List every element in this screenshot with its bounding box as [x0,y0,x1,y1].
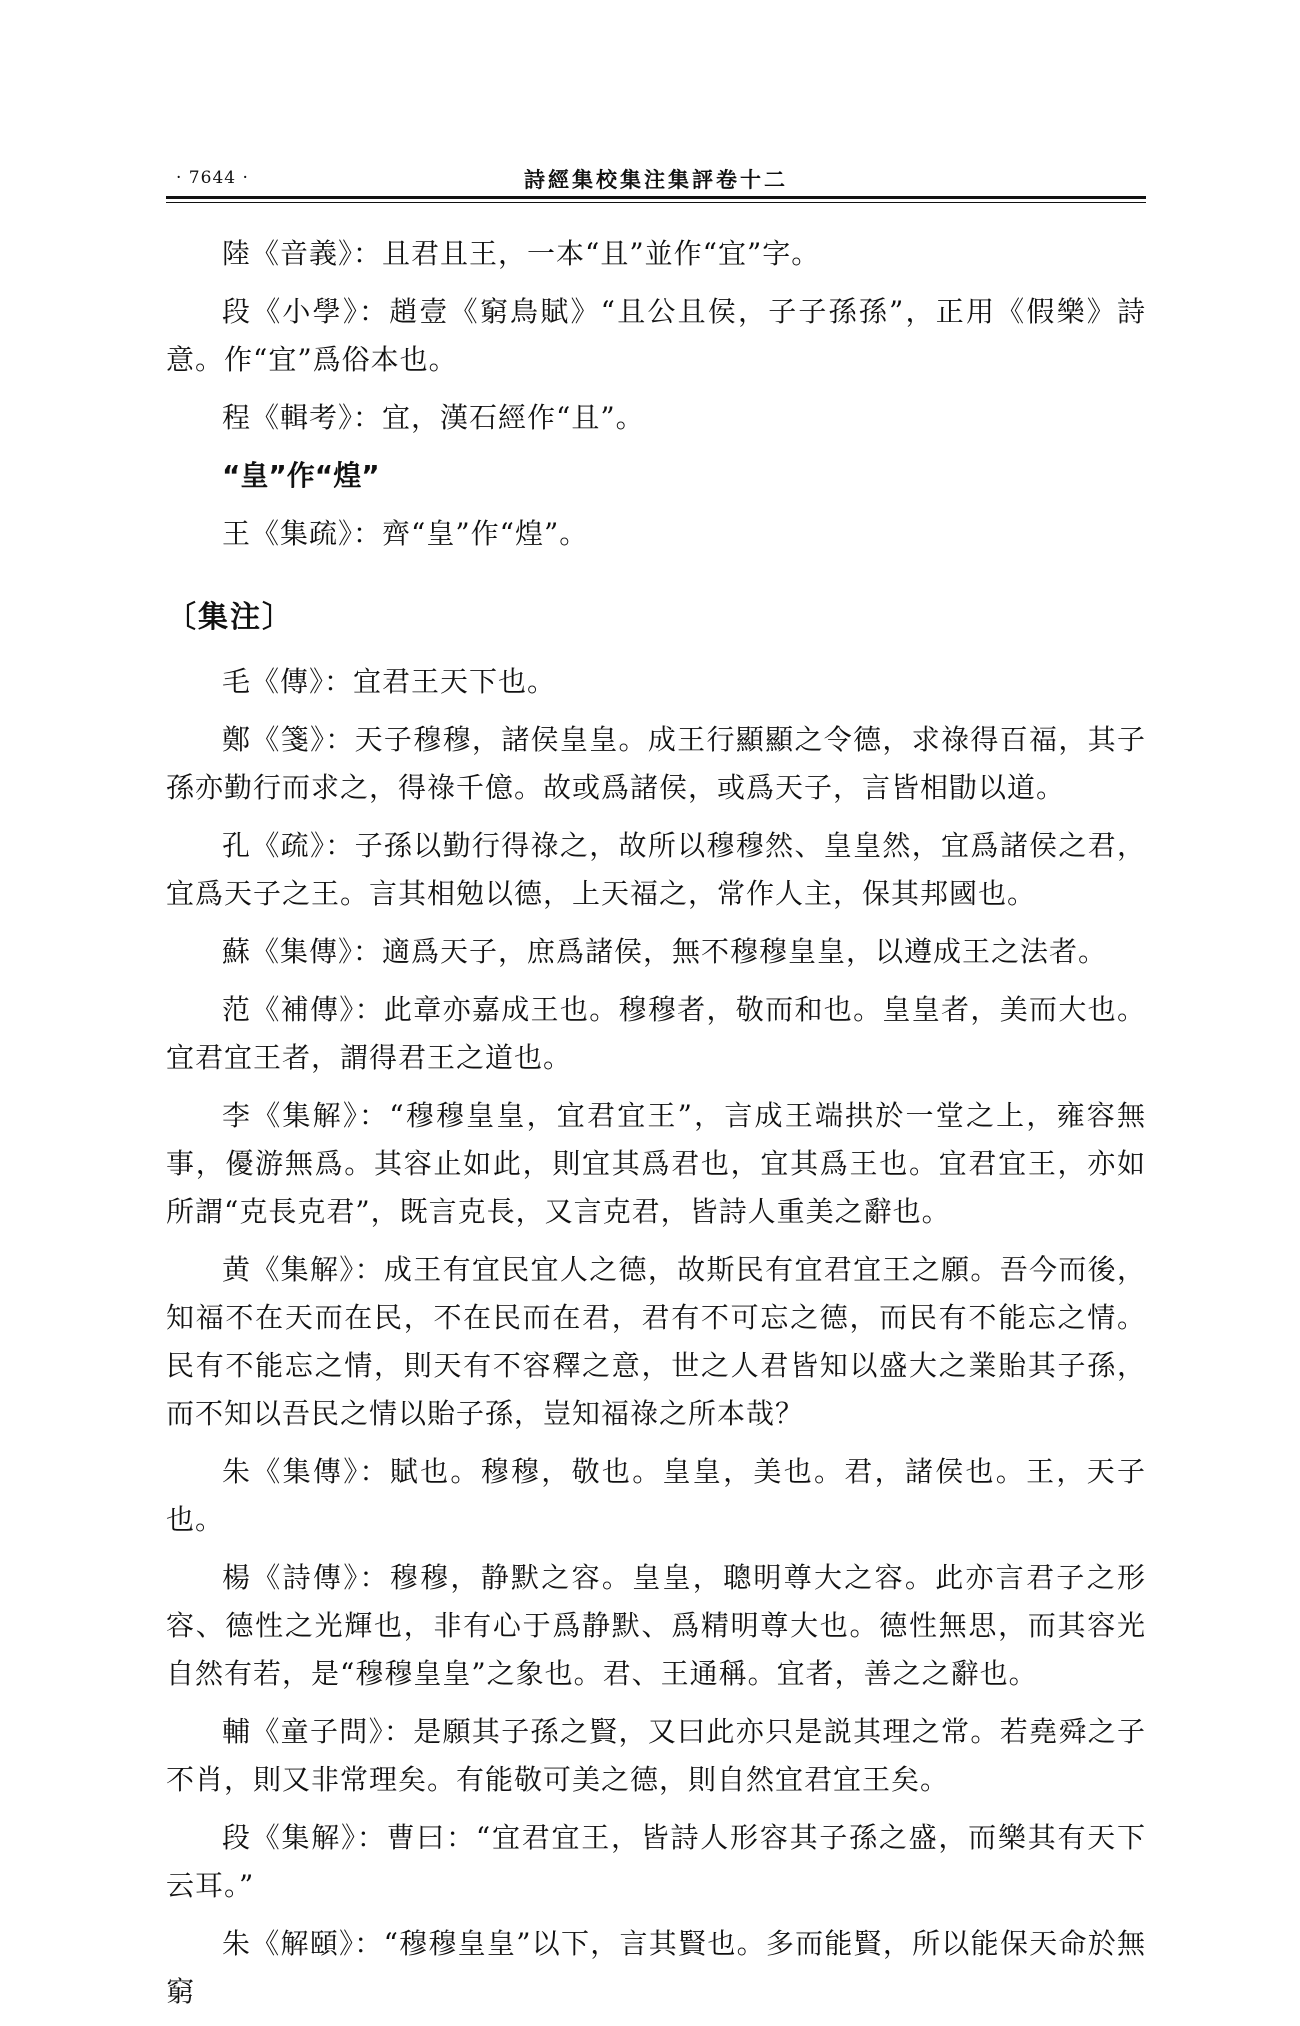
header-rule-thick [166,196,1146,199]
header-rule-thin [166,202,1146,203]
paragraph: 王《集疏》：齊“皇”作“煌”。 [222,517,589,550]
commentary-paragraph: 李《集解》：“穆穆皇皇，宜君宜王”，言成王端拱於一堂之上，雍容無事，優游無爲。其容止如此，則宜其爲君也，宜其爲王也。宜君宜王，亦如所謂“克長克君”，既言克長，又言克君，皆詩人重美之辭也。 [166,1099,1146,1228]
page-header [166,158,1146,198]
commentary-paragraph: 孔《疏》：子孫以勤行得祿之，故所以穆穆然、皇皇然，宜爲諸侯之君，宜爲天子之王。言其相勉以德，上天福之，常作人主，保其邦國也。 [166,829,1146,910]
commentary-paragraph: 鄭《箋》：天子穆穆，諸侯皇皇。成王行顯顯之令德，求祿得百福，其子孫亦勤行而求之，得祿千億。故或爲諸侯，或爲天子，言皆相勖以道。 [166,723,1146,804]
commentary-paragraph: 范《補傳》：此章亦嘉成王也。穆穆者，敬而和也。皇皇者，美而大也。宜君宜王者，謂得君王之道也。 [166,993,1146,1074]
page-body [166,230,1146,2026]
commentary-paragraph: 輔《童子問》：是願其子孫之賢，又曰此亦只是説其理之常。若堯舜之子不肖，則又非常理矣。有能敬可美之德，則自然宜君宜王矣。 [166,1715,1146,1796]
page-number: · 7644 · [176,168,249,188]
commentary-paragraph: 楊《詩傳》：穆穆，静默之容。皇皇，聰明尊大之容。此亦言君子之形容、德性之光輝也，非有心于爲静默、爲精明尊大也。德性無思，而其容光自然有若，是“穆穆皇皇”之象也。君、王通稱。宜者，善之之辭也。 [166,1561,1146,1690]
commentary-paragraph: 朱《解頤》：“穆穆皇皇”以下，言其賢也。多而能賢，所以能保天命於無窮 [166,1927,1146,2008]
commentary-paragraph: 毛《傳》：宜君王天下也。 [222,665,557,698]
commentary-paragraph: 朱《集傳》：賦也。穆穆，敬也。皇皇，美也。君，諸侯也。王，天子也。 [166,1455,1146,1536]
running-title: 詩經集校集注集評卷十二 [524,167,788,192]
commentary-paragraph: 蘇《集傳》：適爲天子，庶爲諸侯，無不穆穆皇皇，以遵成王之法者。 [222,935,1108,968]
commentary-paragraph: 黄《集解》：成王有宜民宜人之德，故斯民有宜君宜王之願。吾今而後，知福不在天而在民，不在民而在君，君有不可忘之德，而民有不能忘之情。民有不能忘之情，則天有不容釋之意，世之人君皆知以盛大之業貽其子孫，而不知以吾民之情以貽子孫，豈知福祿之所本哉？ [166,1253,1146,1430]
paragraph: 陸《音義》：且君且王，一本“且”並作“宜”字。 [222,237,821,270]
section-heading: 〔集注〕 [166,600,294,635]
variant-subheading: “皇”作“煌” [222,459,380,492]
commentary-paragraph: 段《集解》：曹曰：“宜君宜王，皆詩人形容其子孫之盛，而樂其有天下云耳。” [166,1821,1146,1902]
paragraph: 段《小學》：趙壹《窮鳥賦》“且公且侯，子子孫孫”，正用《假樂》詩意。作“宜”爲俗本也。 [166,295,1146,376]
paragraph: 程《輯考》：宜，漢石經作“且”。 [222,401,645,434]
